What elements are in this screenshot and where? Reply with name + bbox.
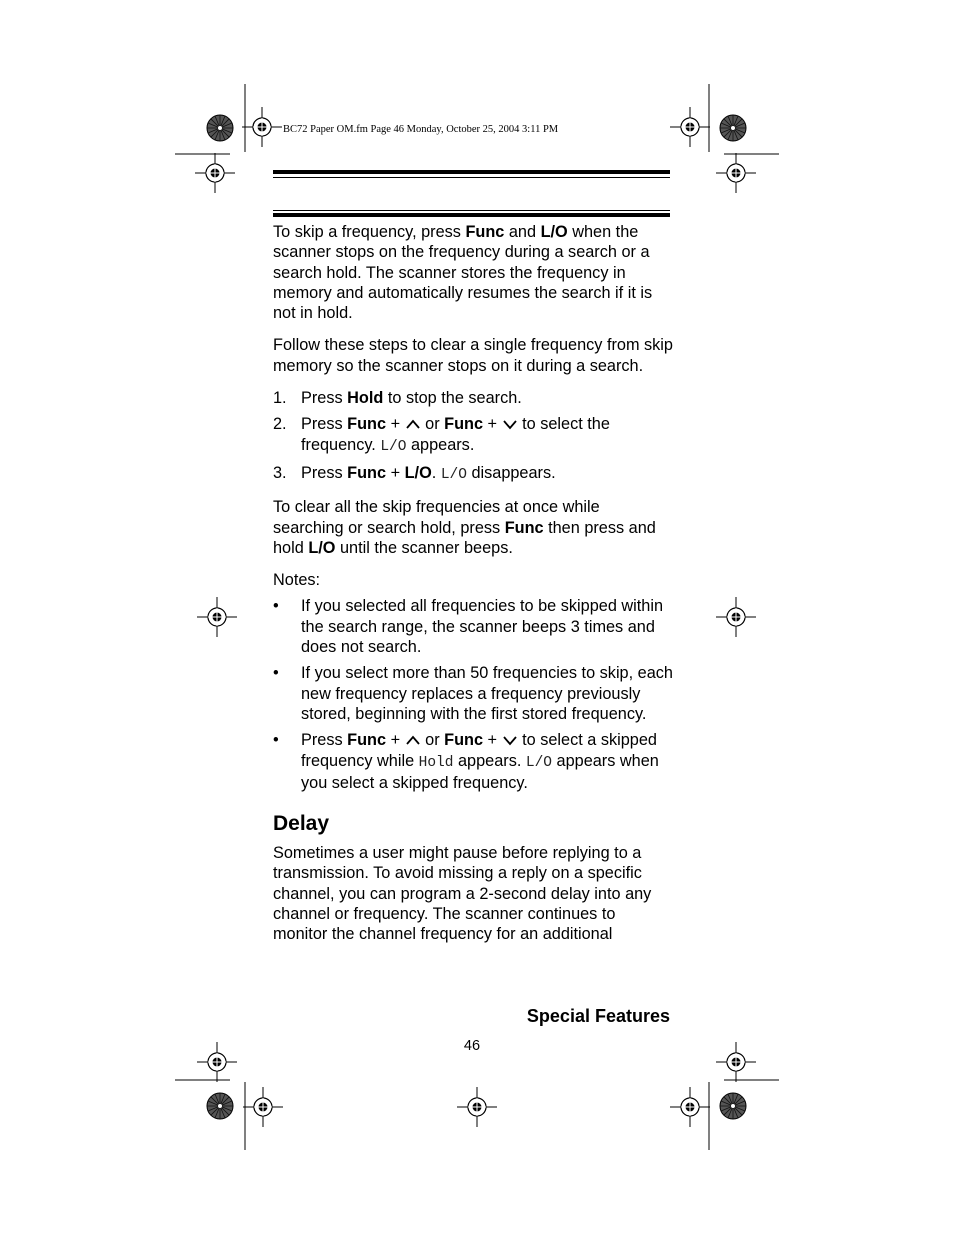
step-number: 3. (273, 463, 287, 482)
step-text: Press (301, 463, 348, 482)
step-text: Press (301, 415, 348, 434)
note-text: + (386, 731, 405, 750)
lo-key: L/O (404, 463, 432, 482)
page-content (273, 222, 673, 957)
down-arrow-icon (502, 734, 518, 746)
func-key: Func (465, 223, 505, 241)
notes-label: Notes: (273, 571, 321, 590)
clear-text-3: until the scanner beeps. (335, 538, 513, 557)
func-key: Func (504, 518, 544, 537)
step-text: + (483, 415, 502, 434)
step-number: 1. (273, 389, 287, 408)
step-text: to stop the search. (383, 389, 522, 408)
note-text: or (420, 731, 445, 750)
func-key: Func (347, 463, 387, 482)
note-text: If you select more than 50 frequencies to skip, each new frequency replaces a frequency previously stored, beginning with the first stored frequency. (301, 664, 673, 723)
footer-section-title: Special Features (526, 1006, 670, 1026)
func-key: Func (444, 731, 484, 750)
file-info-header: BC72 Paper OM.fm Page 46 Monday, October 25, 2004 3:11 PM (283, 124, 559, 135)
lcd-lo-indicator: L/O (525, 754, 552, 771)
clear-text-1: To clear all the skip frequencies at once while searching or search hold, press (273, 498, 600, 537)
up-arrow-icon (405, 734, 421, 746)
step-text: . (431, 463, 441, 482)
down-arrow-icon (502, 418, 518, 430)
intro-text-3: when the scanner stops on the frequency during a search or a search hold. The scanner stores the frequency in memory and automatically resumes the search if it is not in hold. (273, 223, 653, 323)
bullet: • (273, 664, 279, 683)
steps-list (273, 388, 673, 485)
step-number: 2. (273, 415, 287, 434)
section-rule-thick (273, 213, 670, 217)
lo-key: L/O (540, 223, 568, 241)
clear-all-paragraph (273, 497, 673, 558)
note-item (273, 596, 673, 657)
skip-intro-paragraph (273, 222, 673, 323)
step-text: or (420, 415, 445, 434)
step-text: + (386, 415, 405, 434)
step-text: + (386, 463, 405, 482)
func-key: Func (444, 415, 484, 434)
note-text: to select a skipped frequency while (301, 731, 657, 770)
hold-key: Hold (347, 389, 384, 408)
top-rule-thick (273, 170, 670, 174)
clear-text-2: then press and hold (273, 518, 656, 557)
intro-text-2: and (504, 223, 541, 241)
step-text: Press (301, 389, 348, 408)
step-3 (273, 463, 673, 485)
lcd-lo-indicator: L/O (380, 438, 407, 455)
bullet: • (273, 597, 279, 616)
note-text: If you selected all frequencies to be skipped within the search range, the scanner beeps 3 times and does not search. (301, 597, 664, 657)
note-text: appears when you select a skipped frequency. (301, 751, 659, 792)
lcd-hold-indicator: Hold (418, 754, 454, 771)
intro-text-1: To skip a frequency, press (273, 223, 466, 241)
step-2 (273, 414, 673, 457)
delay-paragraph: Sometimes a user might pause before replying to a transmission. To avoid missing a reply on a specific channel, you can program a 2-second delay into any channel or frequency. The scanner continues to monitor the channel frequency for an additional (273, 844, 652, 944)
lcd-lo-indicator: L/O (440, 466, 467, 483)
step-text: disappears. (466, 463, 556, 482)
step-text: to select the frequency. (301, 415, 610, 454)
page-number: 46 (463, 1038, 481, 1054)
bullet: • (273, 731, 279, 750)
lo-key: L/O (308, 538, 336, 557)
note-text: Press (301, 731, 348, 750)
note-text: + (483, 731, 502, 750)
delay-heading: Delay (273, 812, 330, 836)
follow-steps-paragraph: Follow these steps to clear a single frequency from skip memory so the scanner stops on it during a search. (273, 336, 673, 375)
up-arrow-icon (405, 418, 421, 430)
step-1 (273, 388, 673, 408)
func-key: Func (347, 731, 387, 750)
note-item (273, 663, 673, 724)
note-item (273, 730, 673, 793)
note-text: appears. (453, 751, 526, 770)
step-text: appears. (406, 435, 475, 454)
func-key: Func (347, 415, 387, 434)
notes-list (273, 596, 673, 793)
top-rule-thin (273, 177, 670, 178)
section-rule-thin (273, 210, 670, 211)
